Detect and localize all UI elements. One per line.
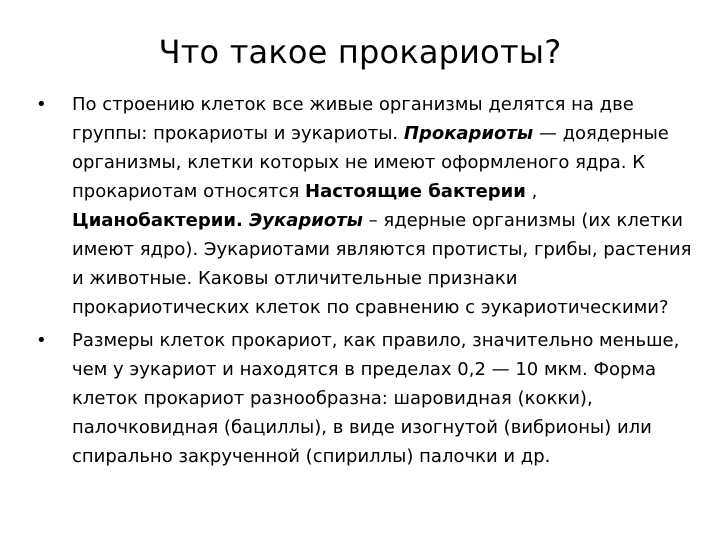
term-eukaryotes: Эукариоты (249, 210, 363, 231)
bullet-dot-icon: • (36, 94, 47, 115)
text-segment: — доядерные организмы, клетки которых не имеют оформленого ядра. К прокариотам относятся (72, 123, 669, 202)
text-segment: – ядерные организмы (их клетки имеют ядро). Эукариотами являются протисты, грибы, растения и животные. Каковы отличительные признаки прокариотических клеток по сравнению с эукариотическими? (72, 210, 692, 318)
slide-title: Что такое прокариоты? (158, 33, 562, 71)
term-cyanobacteria: Цианобактерии. (72, 210, 250, 231)
text-segment: , (525, 181, 538, 202)
bullet-dot-icon: • (36, 330, 47, 351)
bullet-list (34, 90, 694, 475)
term-prokaryotes: Прокариоты (403, 123, 534, 144)
bullet-item-2 (34, 326, 694, 471)
term-true-bacteria: Настоящие бактерии (305, 181, 526, 202)
text-segment: Размеры клеток прокариот, как правило, значительно меньше, чем у эукариот и находятся в пределах 0,2 — 10 мкм. Форма клеток прокариот разнообразна: шаровидная (кокки), палочковидная (бациллы), в виде изогнутой (вибрионы) или спирально закрученной (спириллы) палочки и др. (72, 330, 680, 467)
bullet-item-1 (34, 90, 694, 322)
text-segment: По строению клеток все живые организмы делятся на две группы: прокариоты и эукариоты. (72, 94, 634, 144)
